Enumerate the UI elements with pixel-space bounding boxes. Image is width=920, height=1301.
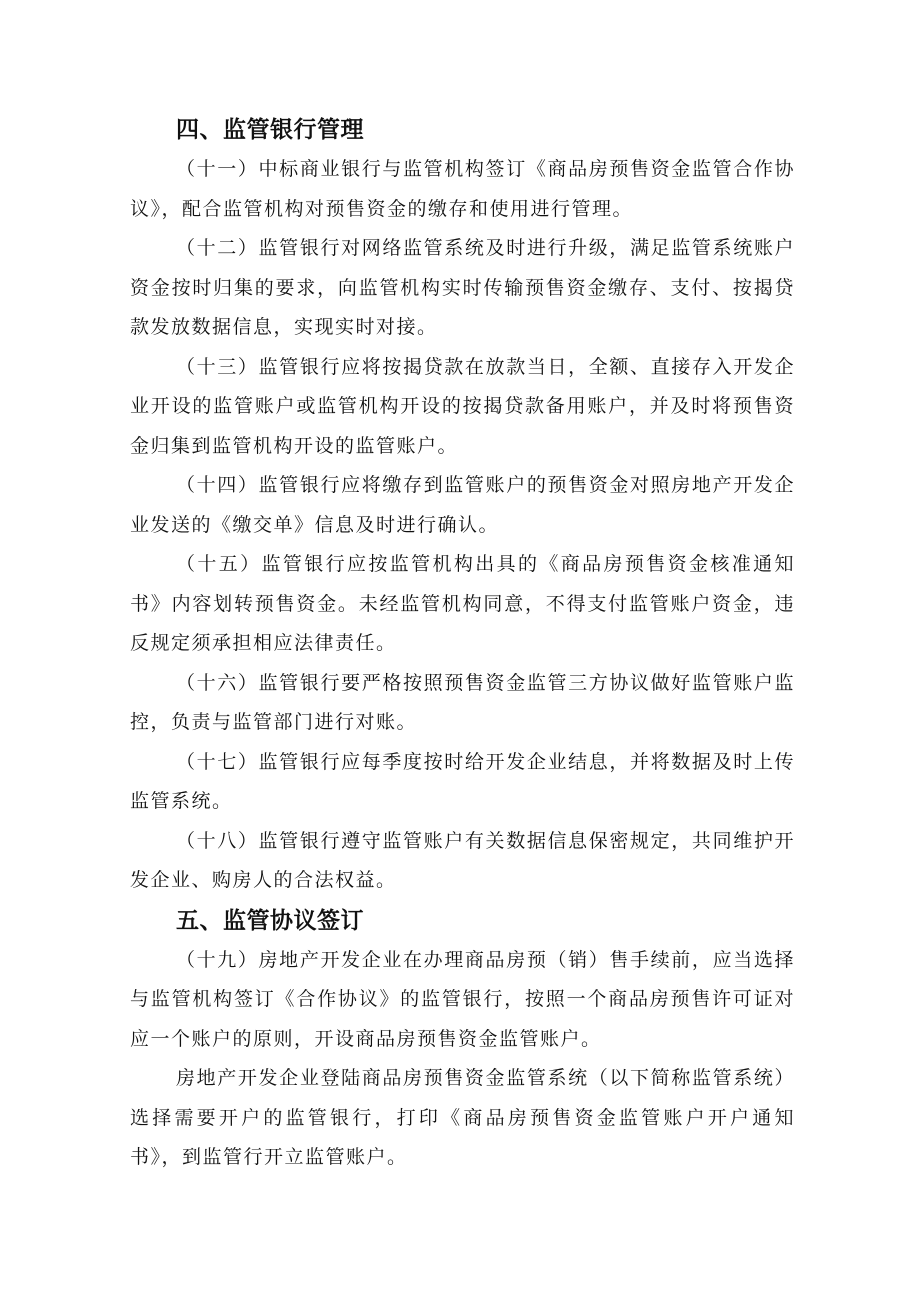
paragraph-14: （十四）监管银行应将缴存到监管账户的预售资金对照房地产开发企业发送的《缴交单》信息及时进行确认。 [130, 474, 795, 536]
paragraph-11: （十一）中标商业银行与监管机构签订《商品房预售资金监管合作协议》，配合监管机构对预售资金的缴存和使用进行管理。 [130, 158, 795, 220]
document-body [130, 110, 795, 1178]
paragraph-18: （十八）监管银行遵守监管账户有关数据信息保密规定，共同维护开发企业、购房人的合法权益。 [130, 829, 795, 891]
paragraph-16: （十六）监管银行要严格按照预售资金监管三方协议做好监管账户监控，负责与监管部门进行对账。 [130, 671, 795, 733]
paragraph-17: （十七）监管银行应每季度按时给开发企业结息，并将数据及时上传监管系统。 [130, 750, 795, 812]
paragraph-12: （十二）监管银行对网络监管系统及时进行升级，满足监管系统账户资金按时归集的要求，向监管机构实时传输预售资金缴存、支付、按揭贷款发放数据信息，实现实时对接。 [130, 237, 795, 338]
paragraph-19-continued: 房地产开发企业登陆商品房预售资金监管系统（以下简称监管系统）选择需要开户的监管银行，打印《商品房预售资金监管账户开户通知书》，到监管行开立监管账户。 [130, 1067, 795, 1168]
section-heading-agreement-signing: 五、监管协议签订 [176, 907, 364, 934]
section-heading-bank-management: 四、监管银行管理 [176, 117, 364, 143]
paragraph-13: （十三）监管银行应将按揭贷款在放款当日，全额、直接存入开发企业开设的监管账户或监管机构开设的按揭贷款备用账户，并及时将预售资金归集到监管机构开设的监管账户。 [130, 355, 795, 457]
paragraph-15: （十五）监管银行应按监管机构出具的《商品房预售资金核准通知书》内容划转预售资金。未经监管机构同意，不得支付监管账户资金，违反规定须承担相应法律责任。 [130, 553, 795, 654]
paragraph-19: （十九）房地产开发企业在办理商品房预（销）售手续前，应当选择与监管机构签订《合作协议》的监管银行，按照一个商品房预售许可证对应一个账户的原则，开设商品房预售资金监管账户。 [130, 948, 795, 1050]
